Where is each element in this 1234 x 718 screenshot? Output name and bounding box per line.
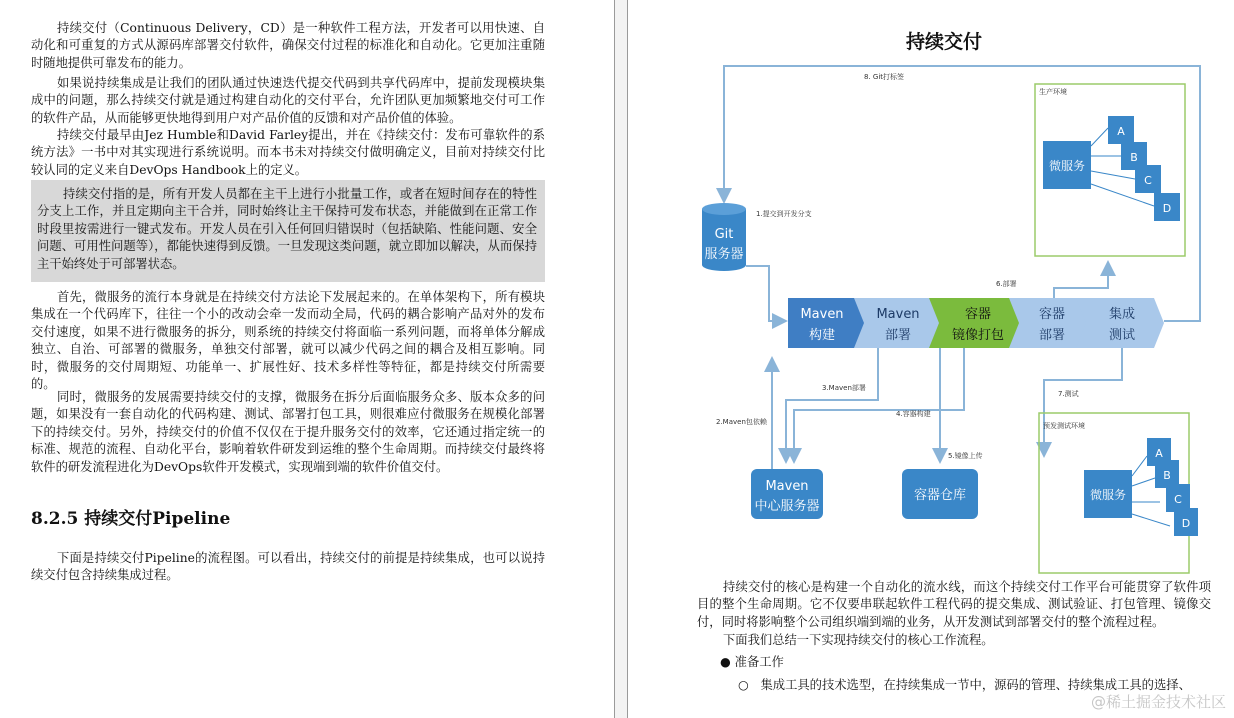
watermark: @稀土掘金技术社区 [1090, 693, 1226, 711]
microservice-label: 微服务 [1048, 159, 1086, 173]
left-page [0, 0, 614, 718]
paragraph: 持续交付的核心是构建一个自动化的流水线，而这个持续交付工作平台可能贯穿了软件项目的整个生命周期。它不仅要串联起软件工程代码的提交集成、测试验证、打包管理、镜像交付，同时将影响整个公司组织端到端的业务，从开发测试到部署交付的整个流程过程。 [697, 580, 1211, 629]
prod-nodes [1091, 116, 1180, 221]
deploy-arrow [1054, 262, 1108, 298]
test-env-label: 预发测试环境 [1043, 422, 1085, 430]
paragraph: 持续交付最早由Jez Humble和David Farley提出，并在《持续交付：发布可靠软件的系统方法》一书中对其实现进行系统说明。而本书未对持续交付做明确定义，目前对持续交付比较认同的定义来自DevOps Handbook上的定义。 [31, 128, 545, 177]
stage-label: 镜像打包 [951, 328, 1005, 343]
label-maven-dep: 2.Maven包依赖 [716, 418, 767, 426]
section-heading: 8.2.5 持续交付Pipeline [31, 509, 231, 529]
stage-label: 构建 [808, 328, 836, 343]
paragraph: 下面我们总结一下实现持续交付的核心工作流程。 [723, 633, 994, 647]
git-tag-arrow [724, 66, 1200, 321]
label-image-upload: 5.镜像上传 [948, 452, 983, 460]
stage-label: 部署 [884, 328, 912, 343]
node-label: D [1181, 517, 1191, 530]
pipeline-stages [788, 298, 1164, 348]
stage-label: Maven [876, 307, 920, 322]
quote-block [31, 180, 545, 282]
microservice-label: 微服务 [1089, 488, 1127, 502]
git-label: Git [714, 227, 734, 242]
bullet-item [720, 654, 1210, 671]
bullet-text: 准备工作 [734, 655, 784, 669]
maven-center-label: Maven [765, 479, 809, 494]
diagram-title: 持续交付 [906, 31, 983, 53]
pipeline-diagram [694, 16, 1214, 576]
git-label: 服务器 [704, 247, 744, 262]
stage-label: 测试 [1108, 328, 1136, 343]
test-nodes [1132, 438, 1198, 536]
bullet-dot-icon: ● [720, 655, 735, 669]
label-deploy: 6.部署 [996, 280, 1017, 288]
node-label: D [1162, 202, 1172, 215]
stage-label: 部署 [1038, 328, 1066, 343]
label-maven-deploy: 3.Maven部署 [822, 384, 866, 392]
node-label: A [1155, 447, 1163, 460]
git-server [702, 203, 746, 271]
sub-bullet-text: 集成工具的技术选型，在持续集成一节中，源码的管理、持续集成工具的选择、 [760, 678, 1191, 692]
label-commit: 1.提交到开发分支 [756, 210, 812, 218]
stage-label: 容器 [964, 307, 992, 322]
circle-bullet-icon: ○ [738, 678, 761, 692]
test-arrow [1044, 348, 1122, 456]
registry-label: 容器仓库 [913, 488, 967, 503]
maven-deploy-arrow [786, 348, 878, 462]
node-label: C [1174, 493, 1182, 506]
paragraph: 如果说持续集成是让我们的团队通过快速迭代提交代码到共享代码库中，提前发现模块集成中的问题，那么持续交付就是通过构建自动化的交付平台，允许团队更加频繁地交付可工作的软件产品，从而能够更快地得到用户对产品价值的反馈和对产品价值的体验。 [31, 76, 545, 125]
node-label: B [1130, 151, 1138, 164]
node-label: C [1144, 174, 1152, 187]
label-image-build: 4.容器构建 [896, 410, 931, 418]
commit-arrow [746, 266, 786, 321]
stage-label: 集成 [1108, 307, 1136, 322]
page-gutter [614, 0, 628, 718]
maven-center-label: 中心服务器 [754, 499, 820, 514]
paragraph: 同时，微服务的发展需要持续交付的支撑，微服务在拆分后面临服务众多、版本众多的问题，如果没有一套自动化的代码构建、测试、部署打包工具，则很难应付微服务在规模化部署下的持续交付。另外，持续交付的价值不仅仅在于提升服务交付的效率，它还通过指定统一的标准、规范的流程、自动化平台，影响着软件研发到运维的整个生命周期。而持续交付最终将软件的研发流程进化为DevOps软件开发模式，实现端到端的软件价值交付。 [31, 390, 545, 474]
node-label: A [1117, 125, 1125, 138]
label-test: 7.测试 [1058, 390, 1079, 398]
paragraph: 持续交付（Continuous Delivery，CD）是一种软件工程方法，开发者可以用快速、自动化和可重复的方式从源码库部署交付软件，确保交付过程的标准化和自动化。它更加注重随时随地提供可靠发布的能力。 [31, 21, 545, 70]
prod-env-label: 生产环境 [1039, 88, 1067, 96]
stage-label: Maven [800, 307, 844, 322]
paragraph: 下面是持续交付Pipeline的流程图。可以看出，持续交付的前提是持续集成，也可以说持续交付包含持续集成过程。 [31, 551, 545, 583]
paragraph: 首先，微服务的流行本身就是在持续交付方法论下发展起来的。在单体架构下，所有模块集成在一个代码库下，往往一个小的改动会牵一发而动全局，代码的耦合影响产品对外的发布交付速度，如果不进行微服务的拆分，则系统的持续交付将面临一系列问题，而将单体分解成独立、自治、可部署的微服务，单独交付部署，就可以减少代码之间的耦合及相互影响。同时，微服务的交付周期短、功能单一、扩展性好、技术多样性等特征，都是持续交付所需要的。 [31, 290, 545, 392]
stage-label: 容器 [1038, 307, 1066, 322]
label-git-tag: 8. Git打标签 [864, 73, 905, 81]
node-label: B [1163, 469, 1171, 482]
quote-text: 持续交付指的是，所有开发人员都在主干上进行小批量工作，或者在短时间存在的特性分支上工作，并且定期向主干合并，同时始终让主干保持可发布状态，并能做到在正常工作时段里按需进行一键式发布。开发人员在引入任何回归错误时（包括缺陷、性能问题、安全问题、可用性问题等），都能快速得到反馈。一旦发现这类问题，就立即加以解决，从而保持主干始终处于可部署状态。 [37, 187, 537, 271]
